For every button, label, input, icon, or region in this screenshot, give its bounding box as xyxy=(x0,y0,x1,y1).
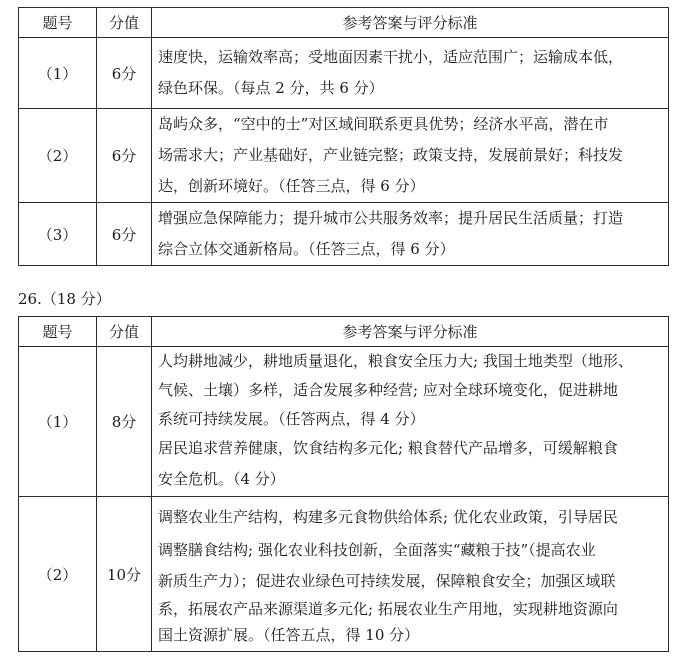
answer-line: 系，拓展农产品来源渠道多元化; 拓展农业生产用地，实现耕地资源向 xyxy=(158,599,618,618)
table-header-row xyxy=(19,317,669,347)
question-number: （1） xyxy=(19,38,97,109)
answer-cell xyxy=(152,109,669,203)
score-value: 6分 xyxy=(97,109,152,203)
table-row xyxy=(19,347,669,497)
table-row xyxy=(19,203,669,266)
header-answer: 参考答案与评分标准 xyxy=(152,8,669,38)
answer-line: 场需求大；产业基础好，产业链完整；政策支持，发展前景好；科技发 xyxy=(158,146,624,164)
score-value: 6分 xyxy=(97,203,152,266)
header-num: 题号 xyxy=(19,8,97,38)
grading-table-q26 xyxy=(18,316,669,652)
table-row xyxy=(19,497,669,652)
header-score: 分值 xyxy=(97,317,152,347)
header-answer: 参考答案与评分标准 xyxy=(152,317,669,347)
answer-line: 绿色环保。（每点 2 分，共 6 分） xyxy=(158,79,384,97)
answer-line: 调整农业生产结构，构建多元食物供给体系; 优化农业政策，引导居民 xyxy=(158,507,618,526)
answer-line: 新质生产力）；促进农业绿色可持续发展，保障粮食安全；加强区域联 xyxy=(158,571,616,590)
table-row xyxy=(19,38,669,109)
table-row xyxy=(19,109,669,203)
header-num: 题号 xyxy=(19,317,97,347)
answer-line: 系统可持续发展。（任答两点，得 4 分） xyxy=(158,410,425,428)
score-value: 6分 xyxy=(97,38,152,109)
answer-cell xyxy=(152,497,669,652)
score-value: 10分 xyxy=(97,497,152,652)
answer-line: 综合立体交通新格局。（任答三点，得 6 分） xyxy=(158,240,455,258)
answer-line: 人均耕地减少，耕地质量退化，粮食安全压力大; 我国土地类型（地形、 xyxy=(158,352,633,370)
answer-line: 调整膳食结构; 强化农业科技创新，全面落实“藏粮于技”（提高农业 xyxy=(158,540,596,559)
answer-line: 增强应急保障能力；提升城市公共服务效率；提升居民生活质量；打造 xyxy=(158,209,624,227)
answer-line: 岛屿众多，“空中的士”对区域间联系更具优势；经济水平高，潜在市 xyxy=(158,115,609,133)
answer-cell xyxy=(152,347,669,497)
answer-line: 速度快，运输效率高；受地面因素干扰小，适应范围广；运输成本低， xyxy=(158,48,624,66)
answer-cell xyxy=(152,38,669,109)
score-value: 8分 xyxy=(97,347,152,497)
table-header-row xyxy=(19,8,669,38)
answer-line: 气候、土壤）多样，适合发展多种经营; 应对全球环境变化，促进耕地 xyxy=(158,381,618,399)
question-number: （1） xyxy=(19,347,97,497)
answer-cell xyxy=(152,203,669,266)
answer-line: 居民追求营养健康，饮食结构多元化; 粮食替代产品增多，可缓解粮食 xyxy=(158,439,618,457)
answer-line: 达，创新环境好。（任答三点，得 6 分） xyxy=(158,177,425,195)
header-score: 分值 xyxy=(97,8,152,38)
answer-line: 安全危机。（4 分） xyxy=(158,470,285,488)
question-number: （2） xyxy=(19,109,97,203)
answer-line: 国土资源扩展。（任答五点，得 10 分） xyxy=(158,625,420,644)
section-title: 26.（18 分） xyxy=(18,290,111,308)
question-number: （3） xyxy=(19,203,97,266)
question-number: （2） xyxy=(19,497,97,652)
grading-table-q25 xyxy=(18,7,669,266)
